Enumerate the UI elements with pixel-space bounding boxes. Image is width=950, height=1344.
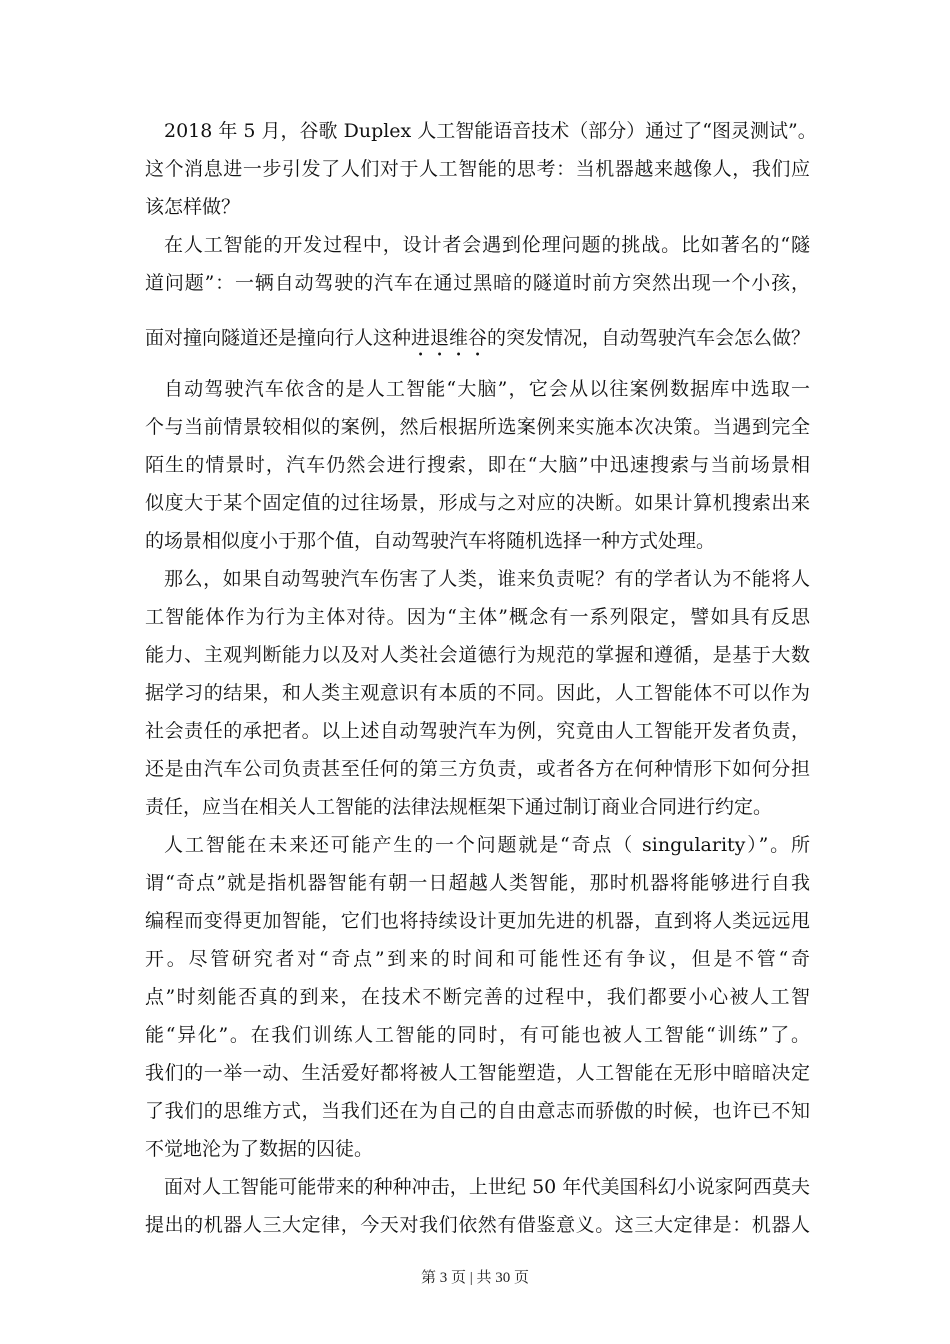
paragraph-1-line-3: 该怎样做？ <box>145 196 241 218</box>
page-number-footer: 第 3 页 | 共 30 页 <box>420 1270 529 1286</box>
paragraph-5-line-1: 人工智能在未来还可能产生的一个问题就是“奇点（ singularity）”。所 <box>164 834 810 856</box>
emphasized-text: 进退维谷 <box>411 327 488 349</box>
paragraph-5-line-4: 开。尽管研究者对“奇点”到来的时间和可能性还有争议，但是不管“奇 <box>145 948 810 970</box>
paragraph-1-line-1: 2018 年 5 月，谷歌 Duplex 人工智能语音技术（部分）通过了“图灵测试”。 <box>164 120 817 142</box>
paragraph-3-line-1: 自动驾驶汽车依含的是人工智能“大脑”，它会从以往案例数据库中选取一 <box>164 378 810 400</box>
paragraph-4-line-5: 社会责任的承把者。以上述自动驾驶汽车为例，究竟由人工智能开发者负责， <box>145 720 810 742</box>
paragraph-1-line-2: 这个消息进一步引发了人们对于人工智能的思考：当机器越来越像人，我们应 <box>145 158 810 180</box>
paragraph-2-line-3-before: 面对撞向隧道还是撞向行人这种 <box>145 327 412 349</box>
paragraph-3-line-3: 陌生的情景时，汽车仍然会进行搜索，即在“大脑”中迅速搜索与当前场景相 <box>145 454 810 476</box>
paragraph-4-line-1: 那么，如果自动驾驶汽车伤害了人类，谁来负责呢？有的学者认为不能将人 <box>164 568 810 590</box>
paragraph-2-line-3 <box>145 326 811 361</box>
paragraph-3-line-2: 个与当前情景较相似的案例，然后根据所选案例来实施本次决策。当遇到完全 <box>145 416 810 438</box>
paragraph-2-line-1: 在人工智能的开发过程中，设计者会遇到伦理问题的挑战。比如著名的“隧 <box>164 234 810 256</box>
paragraph-6-line-2: 提出的机器人三大定律，今天对我们依然有借鉴意义。这三大定律是：机器人 <box>145 1214 810 1236</box>
paragraph-5-line-6: 能“异化”。在我们训练人工智能的同时，有可能也被人工智能“训练”了。 <box>145 1024 810 1046</box>
paragraph-6-line-1: 面对人工智能可能带来的种种冲击，上世纪 50 年代美国科幻小说家阿西莫夫 <box>164 1176 810 1198</box>
paragraph-2-line-2: 道问题”：一辆自动驾驶的汽车在通过黑暗的隧道时前方突然出现一个小孩， <box>145 272 810 294</box>
paragraph-5-line-9: 不觉地沦为了数据的囚徒。 <box>145 1138 374 1160</box>
paragraph-5-line-8: 了我们的思维方式，当我们还在为自己的自由意志而骄傲的时候，也许已不知 <box>145 1100 810 1122</box>
paragraph-4-line-7: 责任，应当在相关人工智能的法律法规框架下通过制订商业合同进行约定。 <box>145 796 773 818</box>
paragraph-5-line-3: 编程而变得更加智能，它们也将持续设计更加先进的机器，直到将人类远远甩 <box>145 910 810 932</box>
paragraph-2-line-3-after: 的突发情况，自动驾驶汽车会怎么做？ <box>487 327 811 349</box>
emphasized-phrase <box>411 327 488 361</box>
emphasis-dots: • • • • <box>417 350 481 361</box>
paragraph-4-line-2: 工智能体作为行为主体对待。因为“主体”概念有一系列限定，譬如具有反思 <box>145 606 810 628</box>
paragraph-4-line-6: 还是由汽车公司负责甚至任何的第三方负责，或者各方在何种情形下如何分担 <box>145 758 810 780</box>
paragraph-3-line-4: 似度大于某个固定值的过往场景，形成与之对应的决断。如果计算机搜索出来 <box>145 492 810 514</box>
paragraph-5-line-2: 谓“奇点”就是指机器智能有朝一日超越人类智能，那时机器将能够进行自我 <box>145 872 810 894</box>
paragraph-4-line-3: 能力、主观判断能力以及对人类社会道德行为规范的掌握和遵循，是基于大数 <box>145 644 810 666</box>
paragraph-4-line-4: 据学习的结果，和人类主观意识有本质的不同。因此，人工智能体不可以作为 <box>145 682 810 704</box>
paragraph-3-line-5: 的场景相似度小于那个值，自动驾驶汽车将随机选择一种方式处理。 <box>145 530 716 552</box>
paragraph-5-line-7: 我们的一举一动、生活爱好都将被人工智能塑造，人工智能在无形中暗暗决定 <box>145 1062 810 1084</box>
paragraph-5-line-5: 点”时刻能否真的到来，在技术不断完善的过程中，我们都要小心被人工智 <box>145 986 810 1008</box>
